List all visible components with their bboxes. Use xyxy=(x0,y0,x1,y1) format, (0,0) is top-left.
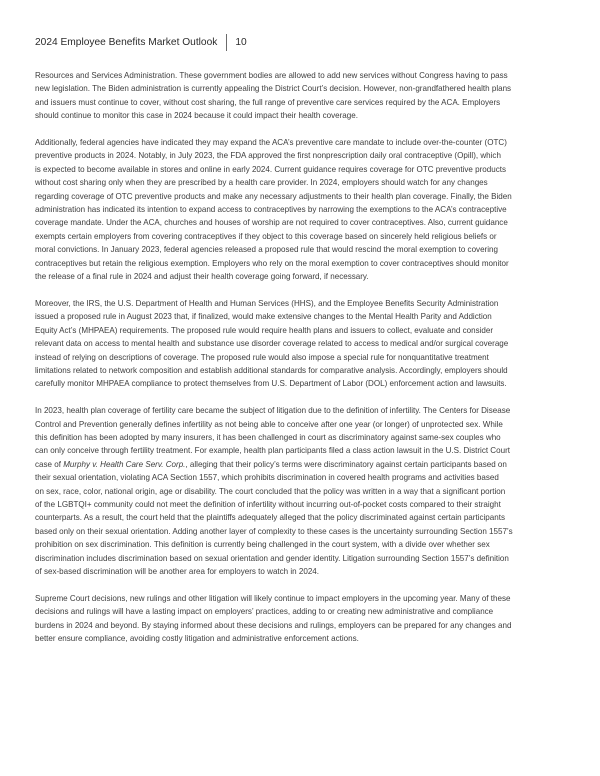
text-line: of sex-based discrimination will be another area for employers to watch in 2024. xyxy=(35,566,320,576)
text-line: better ensure compliance, avoiding costly litigation and administrative enforcement actions. xyxy=(35,634,359,643)
text-line: exempts certain employers from covering contraceptives if they object to this coverage based on sincerely held religious beliefs or xyxy=(35,231,497,241)
text-line: carefully monitor MHPAEA compliance to protect themselves from U.S. Department of Labor (DOL) enforcement action and lawsuits. xyxy=(35,379,507,389)
text-line: on sex, race, color, national origin, age or disability. The court concluded that the policy was written in a way that a significant portion xyxy=(35,486,506,496)
text-line: instead of relying on descriptions of coverage. The proposed rule would also impose a special rule for nonquantitative treatment xyxy=(35,352,489,362)
text-line: coverage mandate. Under the ACA, churches and houses of worship are not required to cover contraceptives. Also, current guidance xyxy=(35,218,508,228)
text-fragment: case of xyxy=(35,459,64,469)
text-line: Resources and Services Administration. These government bodies are allowed to add new services without Congress having to pass xyxy=(35,71,508,80)
document-title: 2024 Employee Benefits Market Outlook xyxy=(35,36,218,48)
text-line: should continue to monitor this case in 2024 because it could impact their health coverage. xyxy=(35,111,358,121)
text-line: Moreover, the IRS, the U.S. Department of Health and Human Services (HHS), and the Employee Benefits Security Administration xyxy=(35,298,499,308)
text-line: new legislation. The Biden administration is currently appealing the District Court’s decision. However, non-grandfathered health plans xyxy=(35,84,512,94)
text-line: of the LGBTQI+ community could not meet the definition of infertility without incurring out-of-pocket costs compared to their straight xyxy=(35,499,501,509)
body-text xyxy=(35,69,570,659)
text-line: Control and Prevention generally defines infertility as not being able to conceive after one year (or longer) of unprotected sex. While xyxy=(35,419,503,429)
header-divider xyxy=(226,34,227,51)
text-line: In 2023, health plan coverage of fertility care became the subject of litigation due to the definition of infertility. The Centers for Disease xyxy=(35,406,511,416)
text-line: without cost sharing only when they are prescribed by a health care provider. In 2024, employers should watch for any changes xyxy=(35,178,488,188)
paragraph-3 xyxy=(35,297,570,391)
text-line: burdens in 2024 and beyond. By staying informed about these decisions and rulings, employers can be prepared for any changes and xyxy=(35,620,512,630)
text-line: prohibition on sex discrimination. This definition is currently being challenged in the court system, with a divide over whether sex xyxy=(35,540,490,550)
text-line: decisions and rulings will have a lasting impact on employers’ practices, adding to or creating new administrative and compliance xyxy=(35,607,494,617)
paragraph-5 xyxy=(35,592,570,646)
text-line: preventive products in 2024. Notably, in July 2023, the FDA approved the first nonprescription daily oral contraceptive (Opill), which xyxy=(35,151,501,161)
text-line: discrimination includes discrimination based on sexual orientation and gender identity. Litigation surrounding Section 1557’s definition xyxy=(35,553,509,563)
text-line: relevant data on access to mental health and substance use disorder coverage related to access to medical and/or surgical coverage xyxy=(35,339,509,349)
text-line: moral convictions. In January 2023, federal agencies released a proposed rule that would rescind the moral exemption to covering xyxy=(35,245,498,255)
text-line: Additionally, federal agencies have indicated they may expand the ACA’s preventive care mandate to include over-the-counter (OTC) xyxy=(35,138,507,148)
text-line: is expected to become available in stores and online in early 2024. Current guidance requires coverage for OTC preventive products xyxy=(35,164,507,174)
text-line: counterparts. As a result, the court held that the plaintiffs adequately alleged that the policy discriminated against certain participants xyxy=(35,513,505,523)
text-line xyxy=(35,458,570,471)
text-line: contraceptives but retain the religious exemption. Employers who rely on the moral exemption to cover contraceptives should monitor xyxy=(35,258,509,268)
text-line: and issuers must continue to cover, without cost sharing, the full range of preventive care services required by the ACA. Employers xyxy=(35,97,501,107)
text-line: based only on their sexual orientation. Adding another layer of complexity to these cases is the uncertainty surrounding Section 1557’s xyxy=(35,526,513,536)
text-line: limitations related to network composition and establish additional standards for comparative analysis. Accordingly, employers should xyxy=(35,365,508,375)
paragraph-4 xyxy=(35,404,570,578)
text-line: can only conceive through fertility treatment. For example, health plan participants filed a class action lawsuit in the U.S. District Court xyxy=(35,446,510,456)
page-header xyxy=(35,33,247,51)
text-fragment: , alleging that their policy’s terms were discriminatory against certain participants based on xyxy=(185,459,507,469)
paragraph-2 xyxy=(35,136,570,283)
text-line: issued a proposed rule in August 2023 that, if finalized, would make extensive changes to the Mental Health Parity and Addiction xyxy=(35,312,492,322)
case-name: Murphy v. Health Care Serv. Corp. xyxy=(63,459,186,469)
text-line: Equity Act’s (MHPAEA) requirements. The proposed rule would require health plans and issuers to collect, evaluate and consider xyxy=(35,325,494,335)
text-line: administration has indicated its intention to expand access to contraceptives by narrowing the exemptions to the ACA’s contraceptive xyxy=(35,205,507,215)
paragraph-1 xyxy=(35,69,570,123)
text-line: the release of a final rule in 2024 and adjust their health coverage going forward, if necessary. xyxy=(35,272,369,282)
text-line: Supreme Court decisions, new rulings and other litigation will likely continue to impact employers in the upcoming year. Many of these xyxy=(35,593,511,603)
text-line: their sexual orientation, violating ACA Section 1557, which prohibits discrimination in covered health programs and activities based xyxy=(35,473,499,483)
text-line: this definition has been adopted by many insurers, it has been challenged in court as discriminatory against same-sex couples who xyxy=(35,432,501,442)
text-line: regarding coverage of OTC preventive products and make any necessary adjustments to their health plan coverage. Finally, the Biden xyxy=(35,191,512,201)
page-number: 10 xyxy=(235,36,247,48)
